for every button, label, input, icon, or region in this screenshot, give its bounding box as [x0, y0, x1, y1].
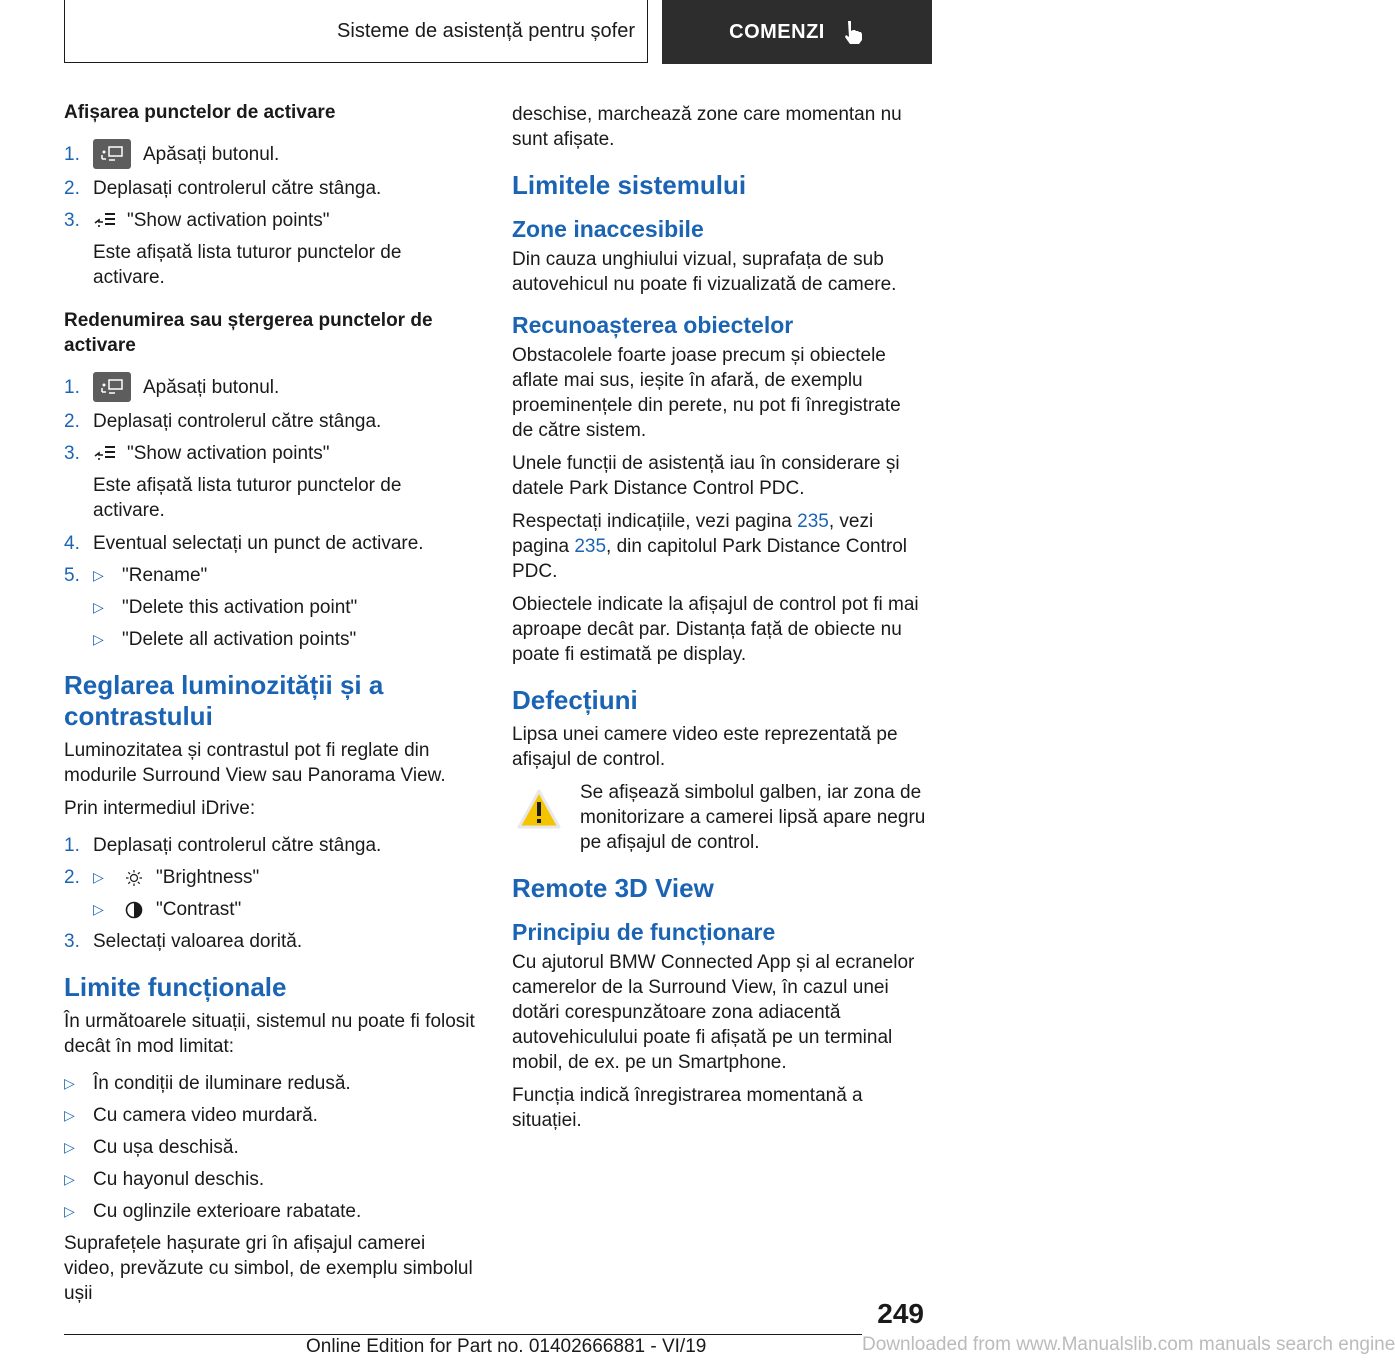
- bullet-triangle-icon: ▷: [64, 1171, 75, 1187]
- page-number: 249: [877, 1298, 924, 1329]
- bullet-triangle-icon: ▷: [93, 869, 104, 885]
- list-item: [64, 531, 478, 556]
- paragraph: [512, 509, 926, 584]
- paragraph: Lipsa unei camere video este reprezentată pe afișajul de control.: [512, 724, 898, 770]
- list-item: [64, 441, 478, 466]
- step-text: Deplasați controlerul către stânga.: [93, 178, 382, 199]
- brightness-sun-icon: [122, 868, 146, 888]
- left-column: [64, 100, 478, 1314]
- heading-limits: Limite funcționale: [64, 972, 287, 1002]
- contrast-icon: [122, 900, 146, 920]
- step-text: Apăsați butonul.: [143, 376, 280, 398]
- list-item: [64, 176, 478, 201]
- step-number: 3.: [64, 443, 80, 464]
- list-item: [64, 208, 478, 233]
- option-contrast: "Contrast": [156, 899, 242, 920]
- paragraph: Prin intermediul iDrive:: [64, 798, 256, 819]
- heading-malfunctions: Defecțiuni: [512, 685, 638, 715]
- step-number: 2.: [64, 867, 80, 888]
- list-item: [64, 563, 478, 588]
- step-text: Deplasați controlerul către stânga.: [93, 411, 382, 432]
- list-item: [93, 627, 478, 652]
- paragraph: Suprafețele hașurate gri în afișajul camerei video, prevăzute cu simbol, de exemplu simbolul ușii: [64, 1233, 473, 1304]
- option-delete-one: "Delete this activation point": [122, 597, 358, 618]
- bullet-triangle-icon: ▷: [64, 1107, 75, 1123]
- paragraph: Unele funcții de asistență iau în considerare și datele Park Distance Control PDC.: [512, 453, 900, 499]
- activation-points-icon: [93, 211, 117, 231]
- step-number: 3.: [64, 210, 80, 231]
- step-note: Este afișată lista tuturor punctelor de activare.: [93, 242, 402, 288]
- list-item: [64, 1199, 478, 1224]
- list-item: [64, 409, 478, 434]
- heading-zones: Zone inaccesibile: [512, 216, 704, 242]
- list-item: [64, 1103, 478, 1128]
- chapter-tab[interactable]: [662, 0, 932, 64]
- paragraph: Obiectele indicate la afișajul de control pot fi mai aproape decât par. Distanța față de obiecte nu poate fi estimată pe display.: [512, 594, 919, 665]
- chapter-tab-label: COMENZI: [729, 20, 825, 43]
- warning-note: [512, 780, 926, 855]
- bullet-triangle-icon: ▷: [93, 567, 104, 583]
- bullet-triangle-icon: ▷: [64, 1203, 75, 1219]
- list-item: [93, 595, 478, 620]
- heading-system-limits: Limitele sistemului: [512, 170, 747, 200]
- section-title: Sisteme de asistență pentru șofer: [64, 0, 648, 63]
- step-number: 3.: [64, 931, 80, 952]
- bullet-triangle-icon: ▷: [93, 901, 104, 917]
- list-item: [64, 865, 478, 890]
- option-rename: "Rename": [122, 565, 208, 586]
- list-item: [64, 1167, 478, 1192]
- bullet-triangle-icon: ▷: [93, 599, 104, 615]
- option-brightness: "Brightness": [156, 867, 260, 888]
- step-number: 1.: [64, 835, 80, 856]
- watermark: Downloaded from www.Manualslib.com manuals search engine: [862, 1334, 1395, 1355]
- list-item: [64, 1071, 478, 1096]
- list-item: [64, 1135, 478, 1160]
- text-span: Respectați indicațiile, vezi pagina: [512, 511, 798, 532]
- limit-text: În condiții de iluminare redusă.: [93, 1073, 351, 1094]
- edition-note: Online Edition for Part no. 01402666881 - VI/19: [306, 1336, 707, 1357]
- limit-text: Cu oglinzile exterioare rabatate.: [93, 1201, 362, 1222]
- step-number: 2.: [64, 178, 80, 199]
- list-item: [64, 833, 478, 858]
- heading-rename: Redenumirea sau ștergerea punctelor de activare: [64, 310, 433, 356]
- bullet-triangle-icon: ▷: [64, 1139, 75, 1155]
- heading-remote: Remote 3D View: [512, 873, 714, 903]
- step-text: Apăsați butonul.: [143, 143, 280, 165]
- step-text: "Show activation points": [127, 210, 330, 231]
- step-number: 2.: [64, 411, 80, 432]
- camera-view-button-icon: [93, 139, 131, 169]
- page-header: [64, 0, 932, 64]
- limit-text: Cu hayonul deschis.: [93, 1169, 265, 1190]
- list-item: [64, 929, 478, 954]
- step-note: Este afișată lista tuturor punctelor de activare.: [93, 475, 402, 521]
- step-text: Selectați valoarea dorită.: [93, 931, 303, 952]
- paragraph: Luminozitatea și contrastul pot fi reglate din modurile Surround View sau Panorama View.: [64, 740, 446, 786]
- text-span: , vezi pagina: [512, 511, 874, 557]
- paragraph: Din cauza unghiului vizual, suprafața de sub autovehicul nu poate fi vizualizată de camere.: [512, 249, 897, 295]
- page-link-235[interactable]: 235: [574, 536, 607, 557]
- step-number: 4.: [64, 533, 80, 554]
- hand-pointer-icon: [841, 19, 865, 45]
- option-delete-all: "Delete all activation points": [122, 629, 357, 650]
- activation-points-icon: [93, 444, 117, 464]
- step-text: "Show activation points": [127, 443, 330, 464]
- step-text: Eventual selectați un punct de activare.: [93, 533, 424, 554]
- right-column: [512, 102, 926, 1141]
- step-number: 1.: [64, 376, 80, 398]
- footer-divider: [64, 1334, 862, 1335]
- warning-triangle-icon: [516, 788, 562, 830]
- limit-text: Cu ușa deschisă.: [93, 1137, 239, 1158]
- text-span: , din capitolul Park Distance Control PDC.: [512, 536, 908, 582]
- bullet-triangle-icon: ▷: [93, 631, 104, 647]
- step-text: Deplasați controlerul către stânga.: [93, 835, 382, 856]
- paragraph: deschise, marchează zone care momentan nu sunt afișate.: [512, 104, 902, 150]
- warning-text: Se afișează simbolul galben, iar zona de monitorizare a camerei lipsă apare negru pe afișajul de control.: [580, 782, 926, 853]
- paragraph: Obstacolele foarte joase precum și obiectele aflate mai sus, ieșite în afară, de exemplu proeminențele din perete, nu pot fi înregistrate de către sistem.: [512, 345, 901, 441]
- paragraph: În următoarele situații, sistemul nu poate fi folosit decât în mod limitat:: [64, 1011, 475, 1057]
- step-number: 5.: [64, 565, 80, 586]
- paragraph: Funcția indică înregistrarea momentană a situației.: [512, 1085, 863, 1131]
- heading-objects: Recunoașterea obiectelor: [512, 312, 794, 338]
- paragraph: Cu ajutorul BMW Connected App și al ecranelor camerelor de la Surround View, în cazul unei dotări corespunzătoare zona adiacentă autovehiculului poate fi afișată pe un terminal mobil, de ex. pe un Smartphone.: [512, 952, 915, 1073]
- page-link-235[interactable]: 235: [797, 511, 829, 532]
- heading-principle: Principiu de funcționare: [512, 919, 776, 945]
- bullet-triangle-icon: ▷: [64, 1075, 75, 1091]
- camera-view-button-icon: [93, 372, 131, 402]
- list-item: [64, 139, 478, 169]
- limit-text: Cu camera video murdară.: [93, 1105, 318, 1126]
- list-item: [93, 897, 478, 922]
- list-item: [64, 372, 478, 402]
- step-number: 1.: [64, 143, 80, 165]
- heading-brightness: Reglarea luminozității și a contrastului: [64, 670, 384, 731]
- heading-activation: Afișarea punctelor de activare: [64, 102, 336, 123]
